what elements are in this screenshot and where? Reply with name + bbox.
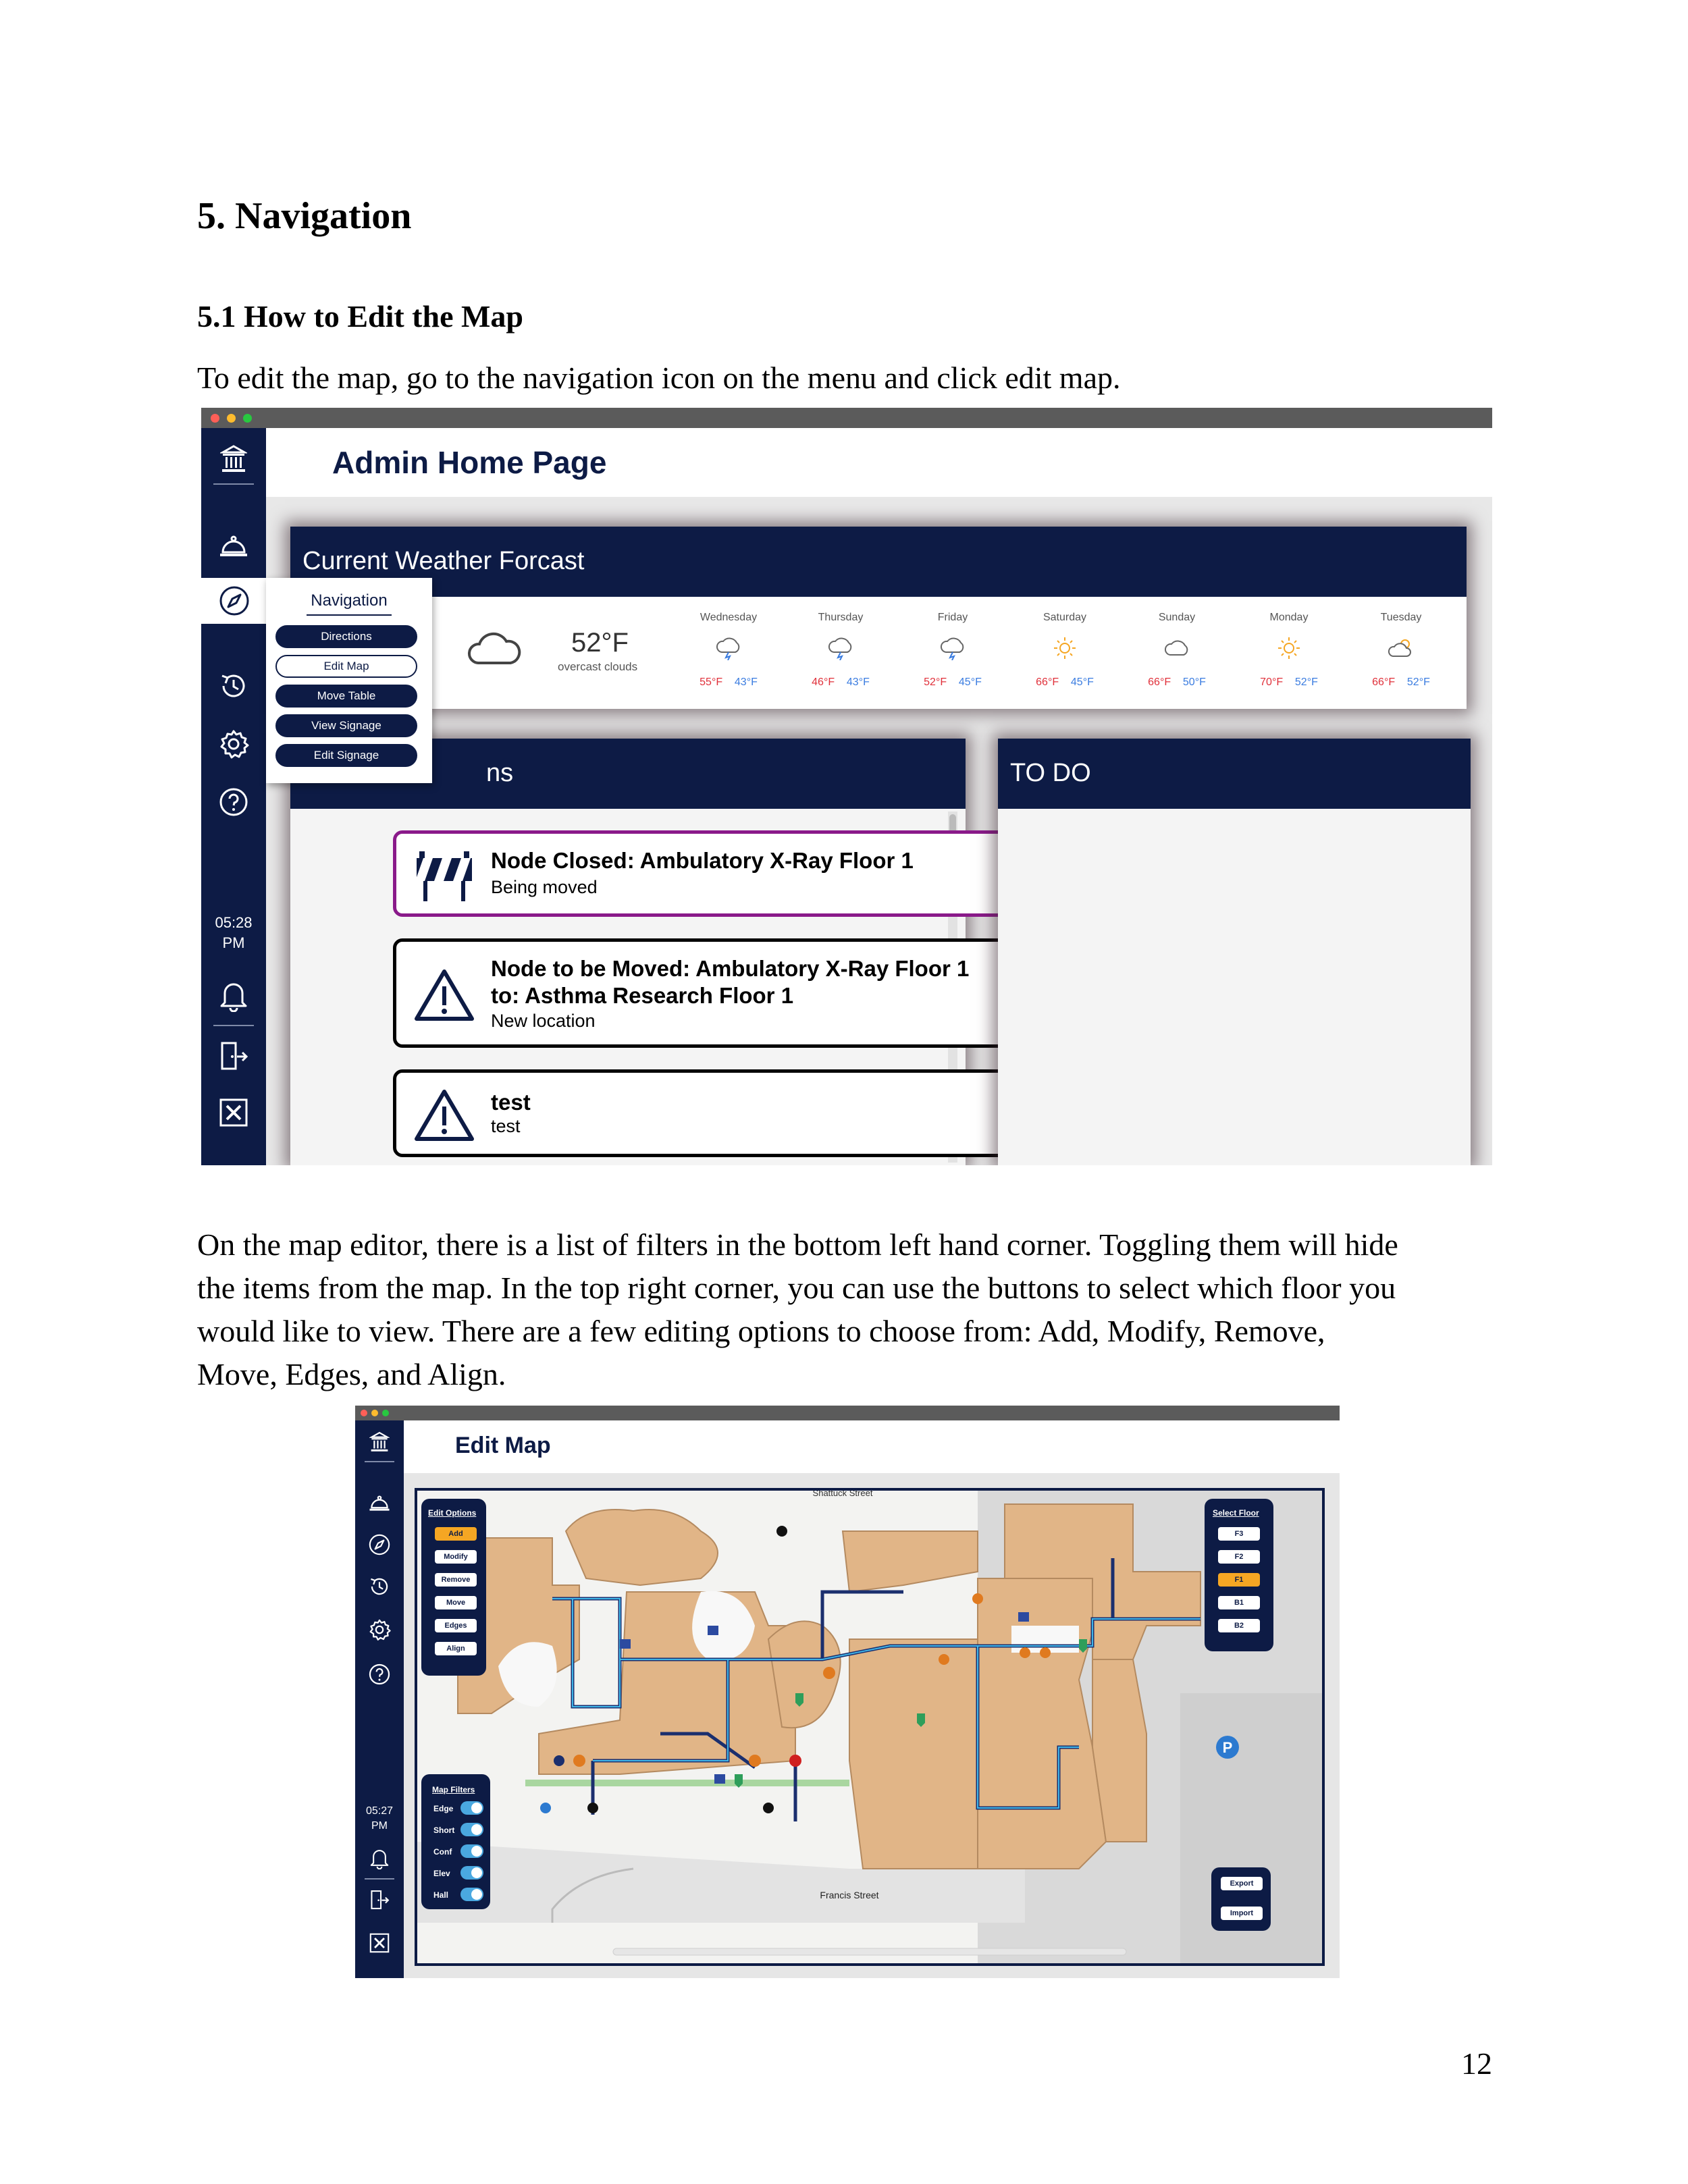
filter-conf-toggle[interactable]	[460, 1844, 483, 1858]
gear-icon[interactable]	[355, 1618, 404, 1642]
notification-item[interactable]: Node Closed: Ambulatory X-Ray Floor 1 Being moved	[393, 830, 1030, 917]
navigation-compass-icon[interactable]	[355, 1533, 404, 1557]
page-title: Edit Map	[455, 1433, 551, 1458]
floor-b2-button[interactable]: B2	[1218, 1619, 1260, 1632]
view-signage-button[interactable]: View Signage	[275, 714, 417, 737]
minimize-window-dot[interactable]	[371, 1410, 378, 1416]
history-icon[interactable]	[355, 1574, 404, 1599]
add-button[interactable]: Add	[435, 1527, 477, 1541]
minimize-window-dot[interactable]	[227, 414, 236, 423]
notifications-card	[290, 739, 970, 1165]
page-number: 12	[1461, 2046, 1492, 2081]
edit-signage-button[interactable]: Edit Signage	[275, 744, 417, 767]
street-top: Shattuck Street	[812, 1491, 873, 1498]
hospital-logo-icon[interactable]	[201, 443, 266, 475]
service-bell-icon[interactable]	[201, 529, 266, 562]
filter-edge-toggle[interactable]	[460, 1801, 483, 1815]
forecast-day: Sunday 66°F 50°F	[1124, 601, 1230, 702]
logout-door-icon[interactable]	[355, 1888, 404, 1912]
overcast-cloud-icon	[466, 627, 523, 670]
rain-cloud-icon	[675, 636, 782, 664]
weather-title: Current Weather Forcast	[302, 547, 585, 575]
select-floor-title: Select Floor	[1213, 1508, 1259, 1518]
floor-b1-button[interactable]: B1	[1218, 1596, 1260, 1609]
forecast-day: Monday 70°F 52°F	[1236, 601, 1342, 702]
exit-app-icon[interactable]	[355, 1931, 404, 1955]
road-barrier-icon	[414, 849, 475, 906]
move-table-button[interactable]: Move Table	[275, 685, 417, 708]
sun-icon	[1236, 636, 1342, 664]
todo-card	[998, 739, 1471, 1165]
move-button[interactable]: Move	[435, 1596, 477, 1609]
floor-f3-button[interactable]: F3	[1218, 1527, 1260, 1541]
sidebar	[355, 1420, 404, 1978]
map-editor-paragraph: On the map editor, there is a list of filters in the bottom left hand corner. Toggling them will hide the items from the map. In the top right corner, you can use the buttons to select which floor you would like to view. There are a few editing options to choose from: Add, Modify, Remove, Move, Edges, and Align.	[197, 1227, 1398, 1391]
remove-button[interactable]: Remove	[435, 1573, 477, 1587]
todo-title: TO DO	[1010, 759, 1091, 787]
directions-button[interactable]: Directions	[275, 625, 417, 648]
close-window-dot[interactable]	[361, 1410, 367, 1416]
forecast-day: Thursday 46°F 43°F	[787, 601, 894, 702]
filter-short-toggle[interactable]	[460, 1823, 483, 1836]
notification-bell-icon[interactable]	[201, 975, 266, 1015]
exit-app-icon[interactable]	[201, 1092, 266, 1133]
navigation-menu-title: Navigation	[311, 591, 388, 610]
notification-item[interactable]: test test	[393, 1069, 1030, 1157]
service-bell-icon[interactable]	[355, 1491, 404, 1515]
warning-triangle-icon	[414, 1088, 475, 1145]
rain-cloud-icon	[899, 636, 1006, 664]
section-title: 5. Navigation	[197, 195, 412, 237]
notifications-title: ns	[486, 759, 514, 787]
navigation-menu	[266, 578, 432, 783]
navigation-compass-icon[interactable]	[218, 585, 250, 620]
filter-hall-toggle[interactable]	[460, 1888, 483, 1901]
sidebar-lower	[201, 585, 266, 1165]
forecast-day: Friday 52°F 45°F	[899, 601, 1006, 702]
intro-paragraph: To edit the map, go to the navigation icon on the menu and click edit map.	[197, 361, 1121, 395]
edit-map-screenshot	[355, 1406, 1340, 1978]
admin-home-screenshot	[201, 408, 1492, 1165]
gear-icon[interactable]	[201, 724, 266, 764]
maximize-window-dot[interactable]	[382, 1410, 389, 1416]
filter-conf-label: Conf	[433, 1847, 452, 1857]
floor-f2-button[interactable]: F2	[1218, 1550, 1260, 1564]
forecast-day: Wednesday 55°F 43°F	[675, 601, 782, 702]
cloud-icon	[1124, 636, 1230, 664]
map-filters-panel	[421, 1774, 490, 1909]
help-icon[interactable]	[201, 782, 266, 822]
window-titlebar	[201, 408, 1492, 428]
forecast-day: Tuesday 66°F 52°F	[1348, 601, 1454, 702]
sidebar-clock: 05:27 PM	[365, 1805, 394, 1832]
hospital-logo-icon[interactable]	[355, 1430, 404, 1454]
select-floor-panel	[1205, 1499, 1273, 1651]
forecast-day: Saturday 66°F 45°F	[1011, 601, 1118, 702]
sidebar-clock: 05:28 PM	[215, 914, 253, 951]
edges-button[interactable]: Edges	[435, 1619, 477, 1632]
align-button[interactable]: Align	[435, 1642, 477, 1655]
page-title: Admin Home Page	[332, 445, 607, 480]
filter-edge-label: Edge	[433, 1804, 454, 1813]
modify-button[interactable]: Modify	[435, 1550, 477, 1564]
rain-cloud-icon	[787, 636, 894, 664]
close-window-dot[interactable]	[211, 414, 219, 423]
export-import-panel	[1211, 1867, 1271, 1931]
filter-elev-toggle[interactable]	[460, 1866, 483, 1880]
filter-short-label: Short	[433, 1826, 455, 1835]
partly-cloudy-icon	[1348, 636, 1454, 664]
history-icon[interactable]	[201, 666, 266, 706]
current-temp: 52°F	[571, 628, 629, 658]
map-filters-title: Map Filters	[432, 1785, 475, 1794]
import-button[interactable]: Import	[1221, 1907, 1263, 1920]
window-titlebar	[355, 1406, 1340, 1420]
street-bottom: Francis Street	[820, 1890, 879, 1900]
export-button[interactable]: Export	[1221, 1877, 1263, 1890]
edit-options-title: Edit Options	[428, 1508, 477, 1518]
subsection-title: 5.1 How to Edit the Map	[197, 299, 523, 334]
edit-map-button[interactable]: Edit Map	[275, 655, 417, 678]
edit-options-panel	[421, 1499, 486, 1676]
filter-hall-label: Hall	[433, 1890, 449, 1900]
logout-door-icon[interactable]	[201, 1036, 266, 1076]
weather-card	[290, 527, 1467, 709]
warning-triangle-icon	[414, 967, 475, 1025]
help-icon[interactable]	[355, 1662, 404, 1686]
forecast-row	[675, 601, 1458, 702]
hospital-map[interactable]	[415, 1488, 1325, 1966]
page-header	[266, 428, 1492, 497]
notification-item[interactable]: Node to be Moved: Ambulatory X-Ray Floor 1 to: Asthma Research Floor 1 New location	[393, 938, 1030, 1048]
filter-elev-label: Elev	[433, 1869, 450, 1878]
parking-icon: P	[1222, 1739, 1233, 1756]
current-desc: overcast clouds	[558, 660, 638, 673]
page-header	[404, 1420, 1340, 1473]
floor-f1-button[interactable]: F1	[1218, 1573, 1260, 1587]
sun-icon	[1011, 636, 1118, 664]
notification-bell-icon[interactable]	[355, 1846, 404, 1870]
maximize-window-dot[interactable]	[243, 414, 252, 423]
